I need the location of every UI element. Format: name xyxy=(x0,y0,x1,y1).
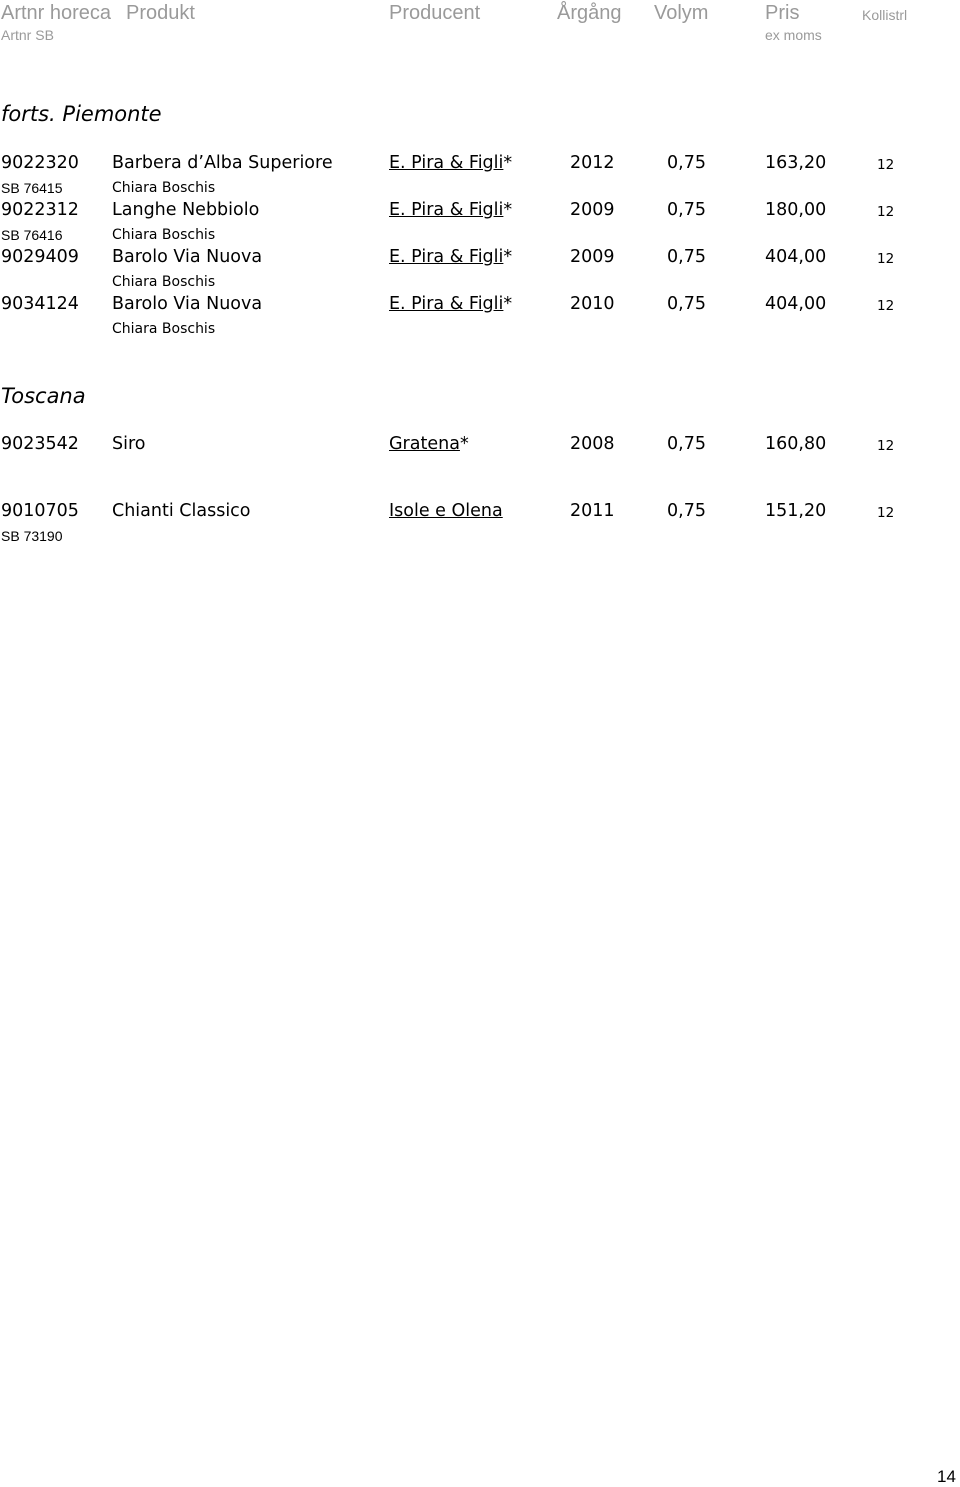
row-product: Chianti Classico xyxy=(112,501,251,521)
row-kolli: 12 xyxy=(877,157,895,173)
producer-link[interactable]: E. Pira & Figli xyxy=(389,200,504,220)
producer-link[interactable]: E. Pira & Figli xyxy=(389,247,504,267)
row-artnr: 9023542 xyxy=(1,434,79,454)
row-vineyard: Chiara Boschis xyxy=(112,321,216,337)
row-sb: SB 76415 xyxy=(1,180,63,196)
header-volym: Volym xyxy=(654,2,709,24)
row-producer[interactable] xyxy=(389,153,512,173)
row-volume: 0,75 xyxy=(667,294,706,314)
row-product: Barolo Via Nuova xyxy=(112,294,263,314)
row-producer[interactable] xyxy=(389,200,512,220)
producer-link[interactable]: E. Pira & Figli xyxy=(389,153,504,173)
producer-mark: * xyxy=(459,434,469,454)
header-pris: Pris xyxy=(765,2,800,24)
row-product: Siro xyxy=(112,434,146,454)
row-price: 151,20 xyxy=(765,501,827,521)
row-kolli: 12 xyxy=(877,251,895,267)
row-kolli: 12 xyxy=(877,438,895,454)
row-year: 2009 xyxy=(570,200,615,220)
row-volume: 0,75 xyxy=(667,200,706,220)
section-title-toscana: Toscana xyxy=(1,384,86,408)
row-producer[interactable] xyxy=(389,294,512,314)
row-year: 2010 xyxy=(570,294,615,314)
producer-mark: * xyxy=(503,247,513,267)
row-year: 2011 xyxy=(570,501,615,521)
row-product: Barbera d’Alba Superiore xyxy=(112,153,333,173)
row-volume: 0,75 xyxy=(667,153,706,173)
page-number: 14 xyxy=(937,1467,956,1486)
header-artnr-sb: Artnr SB xyxy=(1,27,54,43)
row-artnr: 9022320 xyxy=(1,153,79,173)
section-title-piemonte: forts. Piemonte xyxy=(1,102,162,126)
producer-mark: * xyxy=(503,153,513,173)
row-artnr: 9022312 xyxy=(1,200,79,220)
row-producer[interactable] xyxy=(389,434,469,454)
row-artnr: 9010705 xyxy=(1,501,79,521)
row-producer[interactable] xyxy=(389,501,503,521)
producer-link[interactable]: Isole e Olena xyxy=(389,501,503,521)
row-volume: 0,75 xyxy=(667,501,706,521)
row-artnr: 9034124 xyxy=(1,294,79,314)
producer-mark: * xyxy=(503,294,513,314)
row-product: Langhe Nebbiolo xyxy=(112,200,260,220)
header-argang: Årgång xyxy=(557,2,622,24)
row-year: 2012 xyxy=(570,153,615,173)
row-product: Barolo Via Nuova xyxy=(112,247,263,267)
row-price: 160,80 xyxy=(765,434,827,454)
row-year: 2008 xyxy=(570,434,615,454)
row-kolli: 12 xyxy=(877,204,895,220)
row-kolli: 12 xyxy=(877,505,895,521)
header-kollistrl: Kollistrl xyxy=(862,7,908,23)
row-year: 2009 xyxy=(570,247,615,267)
row-sb: SB 73190 xyxy=(1,528,63,544)
row-price: 163,20 xyxy=(765,153,827,173)
row-price: 404,00 xyxy=(765,294,827,314)
row-price: 404,00 xyxy=(765,247,827,267)
producer-link[interactable]: E. Pira & Figli xyxy=(389,294,504,314)
row-volume: 0,75 xyxy=(667,247,706,267)
row-sb: SB 76416 xyxy=(1,227,63,243)
producer-mark: * xyxy=(503,200,513,220)
producer-link[interactable]: Gratena xyxy=(389,434,460,454)
header-artnr-horeca: Artnr horeca xyxy=(1,2,112,24)
header-producent: Producent xyxy=(389,2,481,24)
row-vineyard: Chiara Boschis xyxy=(112,274,216,290)
header-ex-moms: ex moms xyxy=(765,27,822,43)
row-vineyard: Chiara Boschis xyxy=(112,227,216,243)
row-vineyard: Chiara Boschis xyxy=(112,180,216,196)
row-price: 180,00 xyxy=(765,200,827,220)
row-artnr: 9029409 xyxy=(1,247,79,267)
row-volume: 0,75 xyxy=(667,434,706,454)
header-produkt: Produkt xyxy=(126,2,195,24)
row-producer[interactable] xyxy=(389,247,512,267)
row-kolli: 12 xyxy=(877,298,895,314)
